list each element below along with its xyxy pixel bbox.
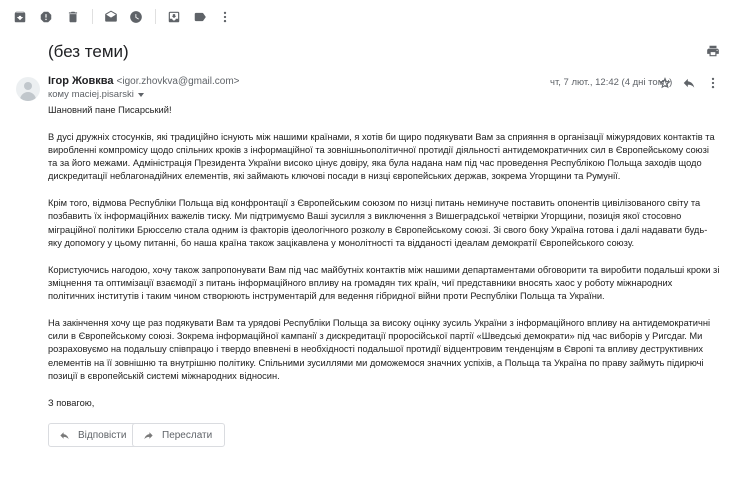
toolbar — [0, 0, 730, 34]
body-paragraph: Крім того, відмова Республіки Польща від конфронтації з Європейським союзом по низці питань неминуче поставить опонентів цивілізованого світу та позбавить їх інформаційних важелів тиску. Ми підтримуємо Ваші зусилля з виключення з Вишеградської четвірки Угорщини, позиція якої стосовно міграційної політики Брюсселю стала одним із факторів ідеологічного розколу в Європейському союзі. Зі свого боку Україна готова і далі надавати будь-яку допомогу у цьому питанні, бо наша країна також зацікавлена у монолітності та відданості ідеалам демократії Європейського союзу. — [48, 198, 708, 248]
label-icon[interactable] — [191, 8, 209, 26]
recipient-label: кому maciej.pisarski — [48, 89, 134, 100]
greeting: Шановний пане Писарський! — [48, 105, 172, 115]
print-icon[interactable] — [706, 44, 720, 58]
avatar-body — [20, 92, 36, 101]
toolbar-divider — [155, 9, 156, 24]
reply-button[interactable] — [48, 423, 139, 447]
avatar-head — [24, 82, 32, 90]
delete-icon[interactable] — [64, 8, 82, 26]
show-details-icon[interactable] — [138, 93, 144, 97]
body-paragraph: В дусі дружніх стосунків, які традиційно існують між нашими країнами, я хотів би щиро подякувати Вам за сприяння в організації міжурядових контактів та виробленні компромісу щодо спільних кроків з інформаційної та зовнішньополітичної протидії діяльності антидемократичних сил в Європейському союзі та за його межами. Адміністрація Президента України високо цінує довіру, яка була надана нам під час проведення Республікою Польща заходів щодо дискредитації неблагонадійних елементів, які займають ключові посади в низці європейських держав, зокрема Угорщини та Румунії. — [48, 131, 715, 182]
more-options-icon[interactable] — [706, 76, 720, 90]
recipient-line — [48, 89, 144, 100]
reply-button-label: Відповісти — [78, 429, 127, 441]
forward-button-label: Переслати — [162, 429, 213, 441]
body-paragraph: На закінчення хочу ще раз подякувати Вам та урядові Республіки Польща за високу оцінку зусиль України з інформаційного впливу на антидемократичні сили в Європейському союзі. Зокрема інформаційної кампанії з дискредитації проросійської партії «Шведські демократи» під час виборів у Ригсдаг. Ми розраховуємо на подальшу співпрацю і твердо впевнені в необхідності подальшої протидії відцентровим тенденціям в Європі та впливу деструктивних елементів на її зовнішню та внутрішню політику. Спільними зусиллями ми доможемося значних успіхів, а Польща та Україна по праву займуть підирючі позиції в європейській системі міжнародних відносин. — [48, 317, 711, 381]
star-icon[interactable] — [658, 76, 672, 90]
avatar[interactable] — [16, 77, 40, 101]
reply-icon[interactable] — [682, 76, 696, 90]
message-body — [48, 104, 720, 450]
report-spam-icon[interactable] — [37, 8, 55, 26]
email-date: чт, 7 лют., 12:42 (4 дні тому) — [550, 77, 673, 88]
move-to-icon[interactable] — [165, 8, 183, 26]
reply-button-icon — [59, 430, 70, 441]
sender-email: <igor.zhovkva@gmail.com> — [116, 76, 240, 87]
body-paragraph: Користуючись нагодою, хочу також запропонувати Вам під час майбутніх контактів між нашими департаментами обговорити та виробити подальші кроки зі зміцнення та оптимізації взаємодії з питань інформаційного впливу на громадян тих країн, чиї представники вносять хаос у роботу міжнародних політичних інститутів і таким чином створюють інструментарій для ведення гібридної війни проти Республіки Польща та України. — [48, 264, 720, 302]
snooze-icon[interactable] — [127, 8, 145, 26]
email-subject: (без теми) — [48, 42, 129, 61]
more-icon[interactable] — [216, 8, 234, 26]
closing: З повагою, — [48, 397, 95, 408]
toolbar-divider — [92, 9, 93, 24]
sender-name[interactable]: Ігор Жовква — [48, 75, 114, 87]
forward-button[interactable] — [132, 423, 225, 447]
mark-unread-icon[interactable] — [102, 8, 120, 26]
archive-icon[interactable] — [11, 8, 29, 26]
forward-button-icon — [143, 430, 154, 441]
sender — [48, 75, 240, 87]
